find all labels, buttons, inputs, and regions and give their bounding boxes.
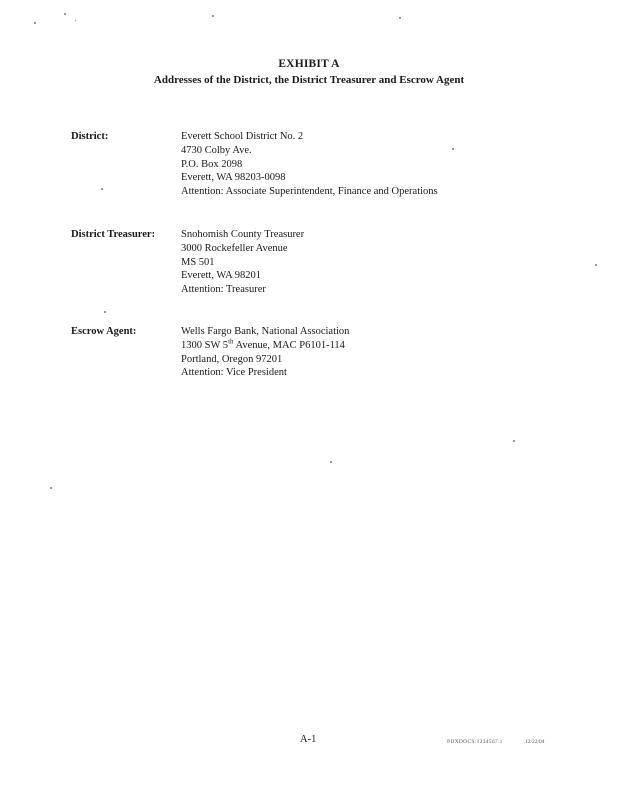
treasurer-label: District Treasurer: xyxy=(71,229,156,240)
district-label: District: xyxy=(71,131,109,142)
escrow-line: Attention: Vice President xyxy=(181,367,287,379)
district-line: Everett School District No. 2 xyxy=(181,131,304,142)
treasurer-line: Everett, WA 98201 xyxy=(181,270,262,282)
exhibit-subtitle: Addresses of the District, the District Treasurer and Escrow Agent xyxy=(153,74,465,86)
document-code: PDXDOCS:1234567.1 xyxy=(447,739,503,745)
treasurer-line: 3000 Rockefeller Avenue xyxy=(181,242,288,254)
escrow-line-with-superscript xyxy=(181,339,349,353)
treasurer-address xyxy=(181,228,304,297)
scan-speck xyxy=(75,20,76,21)
scan-speck xyxy=(50,487,52,489)
ordinal-superscript: th xyxy=(228,337,234,346)
treasurer-line: Snohomish County Treasurer xyxy=(181,229,305,240)
district-line: 4730 Colby Ave. xyxy=(181,144,252,156)
scan-speck xyxy=(64,13,66,15)
scan-speck xyxy=(513,440,515,442)
scan-speck xyxy=(104,311,106,313)
district-line: P.O. Box 2098 xyxy=(181,158,243,170)
page-number: A-1 xyxy=(300,734,317,745)
district-line: Attention: Associate Superintendent, Finance and Operations xyxy=(181,186,438,198)
escrow-label: Escrow Agent: xyxy=(71,326,137,337)
escrow-address xyxy=(181,325,349,380)
document-date: 12/22/04 xyxy=(525,739,545,745)
district-address xyxy=(181,130,438,199)
scan-speck xyxy=(595,264,597,266)
escrow-line: Wells Fargo Bank, National Association xyxy=(181,326,350,337)
district-line: Everett, WA 98203-0098 xyxy=(181,172,286,184)
scan-speck xyxy=(101,188,103,190)
scan-speck xyxy=(399,17,401,19)
scan-speck xyxy=(212,15,214,17)
treasurer-line: Attention: Treasurer xyxy=(181,284,266,296)
escrow-line2-prefix: 1300 SW 5 xyxy=(181,339,229,351)
treasurer-line: MS 501 xyxy=(181,256,215,268)
exhibit-title: EXHIBIT A xyxy=(278,58,340,70)
scan-speck xyxy=(452,148,454,150)
escrow-line2-suffix: Avenue, MAC P6101-114 xyxy=(233,339,345,351)
scan-speck xyxy=(330,461,332,463)
escrow-line: Portland, Oregon 97201 xyxy=(181,353,283,365)
scan-speck xyxy=(34,22,36,24)
